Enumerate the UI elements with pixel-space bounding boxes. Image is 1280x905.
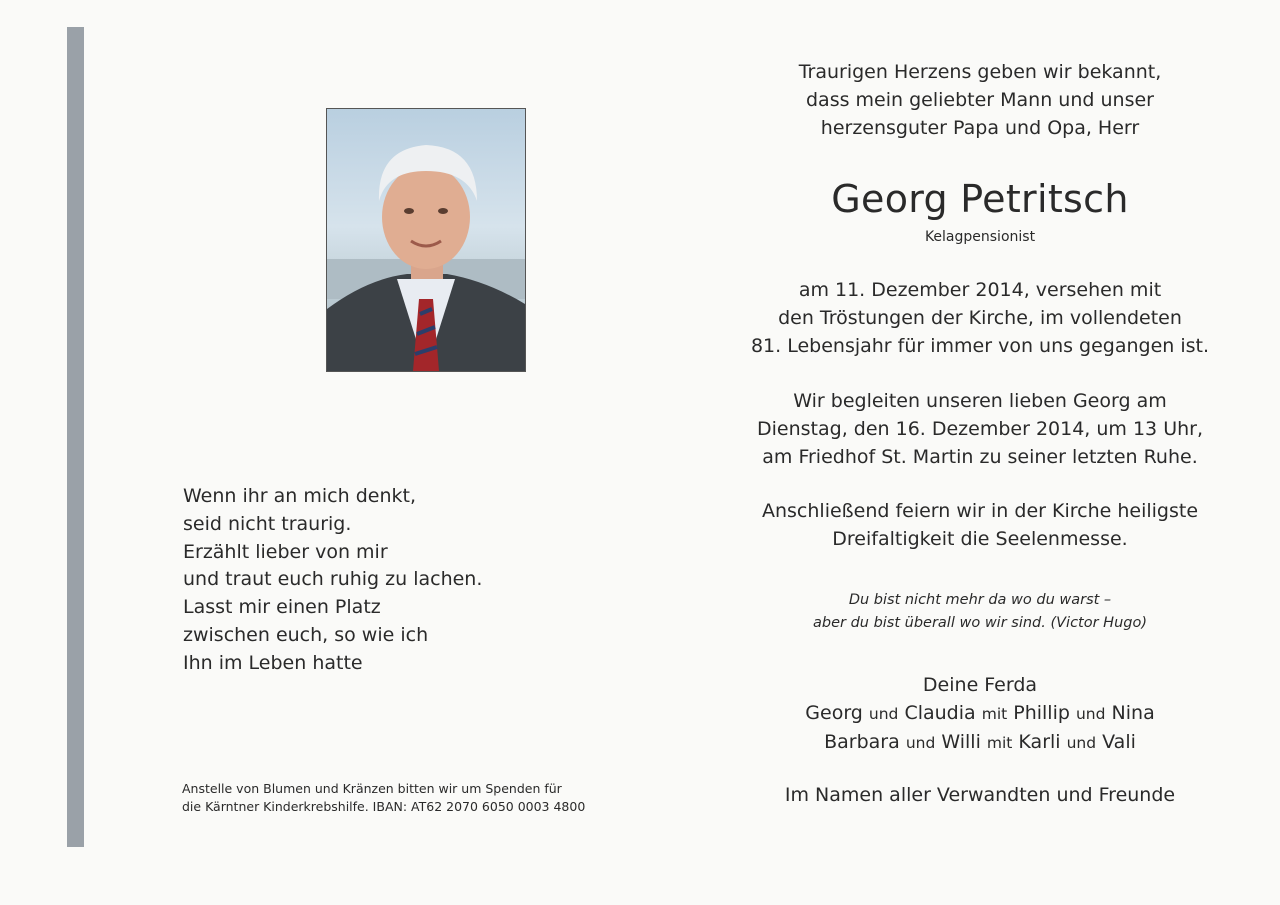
mass-line: Dreifaltigkeit die Seelenmesse. <box>832 528 1128 550</box>
death-notice-line: 81. Lebensjahr für immer von uns gegangen ist. <box>750 335 1210 357</box>
family-line-children-1 <box>740 699 1220 728</box>
quote-block <box>740 589 1220 635</box>
announcement-line: herzensguter Papa und Opa, Herr <box>820 117 1140 139</box>
funeral-line: Dienstag, den 16. Dezember 2014, um 13 Uhr, <box>757 418 1203 440</box>
portrait-illustration <box>327 109 525 371</box>
family-member: Vali <box>1102 731 1136 753</box>
announcement-line: dass mein geliebter Mann und unser <box>806 89 1154 111</box>
funeral-line: Wir begleiten unseren lieben Georg am <box>793 390 1167 412</box>
mass-line: Anschließend feiern wir in der Kirche heiligste <box>761 500 1199 522</box>
family-member: Claudia <box>904 702 976 724</box>
poem-line: Lasst mir einen Platz <box>183 596 381 619</box>
family-conjunction: mit <box>986 734 1013 752</box>
poem-line: und traut euch ruhig zu lachen. <box>183 568 483 591</box>
left-eye <box>404 208 414 214</box>
poem-line: Wenn ihr an mich denkt, <box>183 485 416 507</box>
announcement-block <box>740 58 1220 142</box>
poem-line: seid nicht traurig. <box>183 512 352 535</box>
family-member: Karli <box>1018 731 1061 753</box>
face <box>382 165 470 269</box>
family-line-children-2 <box>740 728 1220 757</box>
portrait-photo <box>326 108 526 372</box>
right-eye <box>438 208 448 214</box>
funeral-line: am Friedhof St. Martin zu seiner letzten Ruhe. <box>762 446 1198 468</box>
death-notice-line: den Tröstungen der Kirche, im vollendeten <box>778 307 1182 329</box>
quote-line: aber du bist überall wo wir sind. (Victor Hugo) <box>812 615 1148 631</box>
deceased-occupation: Kelagpensionist <box>924 229 1036 245</box>
announcement-line: Traurigen Herzens geben wir bekannt, <box>798 61 1162 83</box>
death-notice-block <box>740 276 1220 360</box>
death-notice-line: am 11. Dezember 2014, versehen mit <box>798 279 1162 301</box>
mass-block <box>740 497 1220 553</box>
family-conjunction: und <box>1075 705 1106 723</box>
family-conjunction: und <box>905 734 936 752</box>
quote-line: Du bist nicht mehr da wo du warst – <box>848 592 1112 608</box>
closing-line: Im Namen aller Verwandten und Freunde <box>784 784 1176 806</box>
family-member: Willi <box>941 731 981 753</box>
family-member: Phillip <box>1013 702 1070 724</box>
family-member: Georg <box>805 702 863 724</box>
family-conjunction: und <box>868 705 899 723</box>
memorial-poem <box>183 483 482 678</box>
deceased-name: Georg Petritsch <box>831 177 1129 221</box>
family-conjunction: und <box>1066 734 1097 752</box>
donation-line: Anstelle von Blumen und Kränzen bitten wir um Spenden für <box>182 781 562 796</box>
donation-line: die Kärntner Kinderkrebshilfe. IBAN: AT62 2070 6050 0003 4800 <box>182 799 586 814</box>
poem-line: zwischen euch, so wie ich <box>183 623 429 646</box>
family-block <box>740 671 1220 757</box>
donation-note <box>182 780 585 816</box>
funeral-block <box>740 387 1220 471</box>
poem-line: Erzählt lieber von mir <box>183 540 388 563</box>
grey-side-stripe <box>67 27 84 847</box>
poem-line: Ihn im Leben hatte <box>183 651 363 674</box>
family-member: Barbara <box>824 731 900 753</box>
family-conjunction: mit <box>981 705 1008 723</box>
family-member: Nina <box>1111 702 1155 724</box>
family-line-spouse: Deine Ferda <box>922 674 1038 696</box>
